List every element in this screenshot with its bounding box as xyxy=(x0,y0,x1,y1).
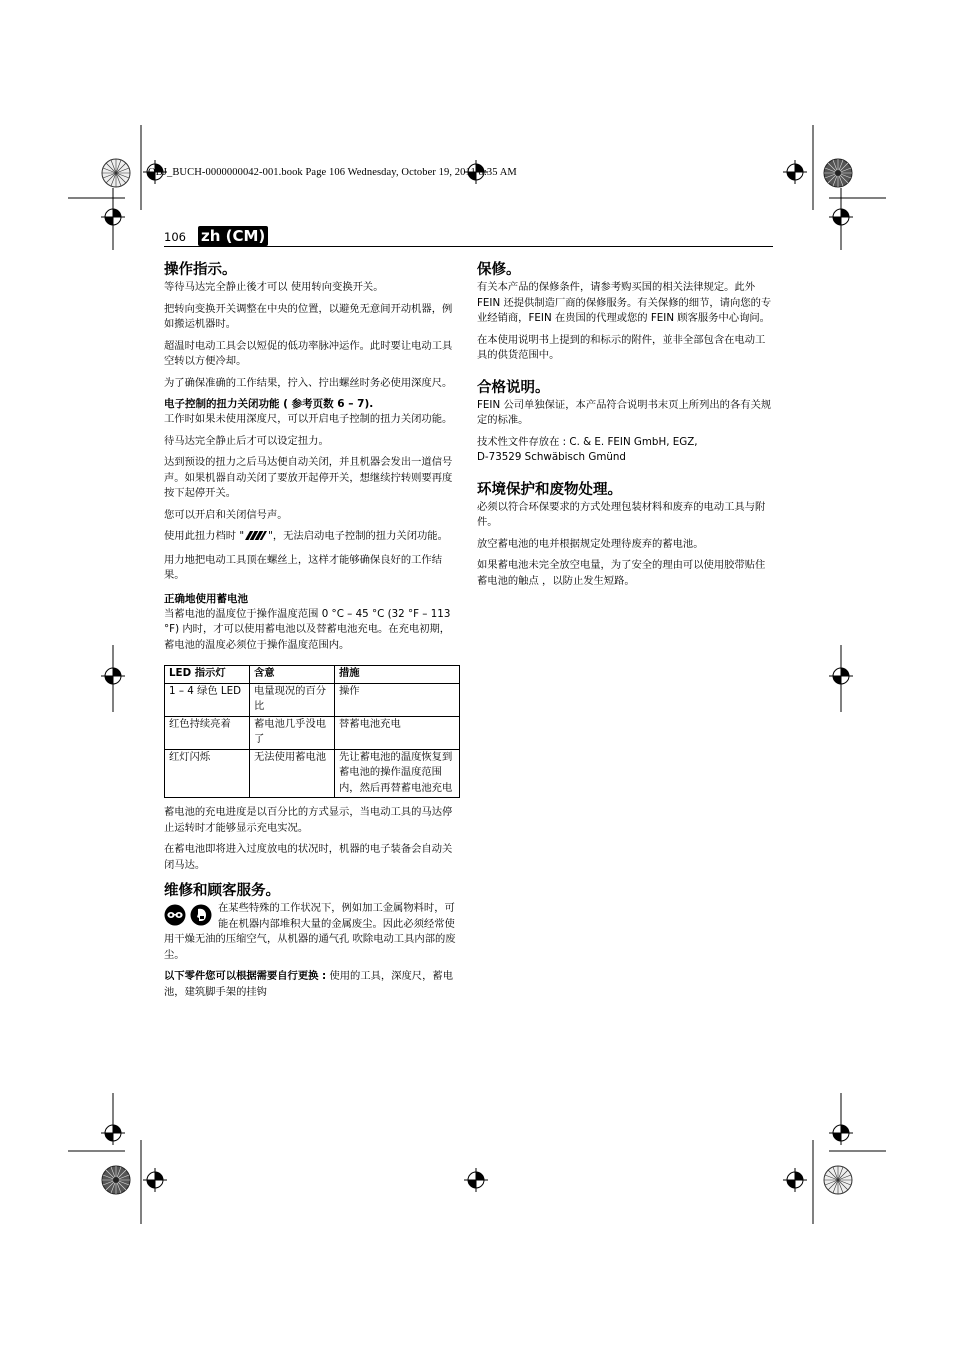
environment-p3: 如果蓄电池未完全放空电量，为了安全的理由可以使用胶带贴住蓄电池的触点 ，以防止发生短路。 xyxy=(477,559,766,587)
operating-p4: 为了确保准确的工作结果，拧入、拧出螺丝时务必使用深度尺。 xyxy=(164,376,453,389)
table-cell: 1 – 4 绿色 LED xyxy=(165,683,250,716)
table-row xyxy=(165,716,460,749)
operating-title: 操作指示。 xyxy=(164,262,237,278)
registration-mark-icon xyxy=(101,664,125,688)
registration-mark-icon xyxy=(143,1168,167,1192)
torque-p4: 您可以开启和关闭信号声。 xyxy=(164,508,288,521)
table-cell: 先让蓄电池的温度恢复到蓄电池的操作温度范围内，然后再替蓄电池充电 xyxy=(335,749,460,798)
torque-p5-after: "，无法启动电子控制的扭力关闭功能。 xyxy=(268,530,448,542)
torque-title: 电子控制的扭力关闭功能 ( 参考页数 6 – 7). xyxy=(164,398,374,410)
header-rule xyxy=(164,246,773,247)
maintenance-p2-bold: 以下零件您可以根据需要自行更换 : xyxy=(164,970,327,982)
battery-p1: 当蓄电池的温度位于操作温度范围 0 °C – 45 °C (32 °F – 113 °F) 内时，才可以使用蓄电池以及替蓄电池充电。在充电初期，蓄电池的温度必须位于操作温度范围内。 xyxy=(164,607,451,651)
safety-goggles-icon xyxy=(164,904,186,926)
operating-p3: 超温时电动工具会以短促的低功率脉冲运作。此时要让电动工具空转以方便冷却。 xyxy=(164,339,453,367)
operating-p1: 等待马达完全静止後才可以 使用转向变换开关。 xyxy=(164,281,384,293)
registration-mark-icon xyxy=(829,205,853,229)
maintenance-title: 维修和顾客服务。 xyxy=(164,883,280,899)
conformity-p1: FEIN 公司单独保证，本产品符合说明书末页上所列出的各有关规定的标准。 xyxy=(477,398,772,426)
conformity-p2-line1: 技术性文件存放在 : C. & E. FEIN GmbH, EGZ, xyxy=(477,435,698,448)
registration-mark-icon xyxy=(464,1168,488,1192)
left-column xyxy=(164,260,460,1006)
table-cell: 无法使用蓄电池 xyxy=(250,749,335,798)
torque-p6: 用力地把电动工具顶在螺丝上，这样才能够确保良好的工作结果。 xyxy=(164,553,443,581)
color-target-icon xyxy=(102,1166,130,1194)
led-table xyxy=(164,665,460,798)
led-table-header-row xyxy=(165,666,460,684)
maintenance-p1 xyxy=(164,901,460,963)
registration-mark-icon xyxy=(101,205,125,229)
file-header: OBJ_BUCH-0000000042-001.book Page 106 Wednesday, October 19, 2011 8:35 AM xyxy=(148,167,517,178)
table-row xyxy=(165,683,460,716)
conformity-title: 合格说明。 xyxy=(477,379,550,396)
warranty-p1: 有关本产品的保修条件，请参考购买国的相关法律规定。此外 FEIN 还提供制造厂商的保修服务。有关保修的细节，请向您的专业经销商，FEIN 在贵国的代理或您的 FEIN 顾客服务中心询问。 xyxy=(477,281,772,324)
maintenance-p1-text: 在某些特殊的工作状况下，例如加工金属物料时，可能在机器内部堆积大量的金属废尘。因此必须经常使用干燥无油的压缩空气，从机器的通气孔 吹除电动工具内部的废尘。 xyxy=(164,902,456,961)
color-target-icon xyxy=(102,159,130,187)
table-cell: 操作 xyxy=(335,683,460,716)
torque-p2: 待马达完全静止后才可以设定扭力。 xyxy=(164,434,329,447)
led-table-header: 措施 xyxy=(335,666,460,684)
warranty-title: 保修。 xyxy=(477,262,521,278)
table-cell: 蓄电池几乎没电了 xyxy=(250,716,335,749)
operating-p2: 把转向变换开关调整在中央的位置，以避免无意间开动机器，例如搬运机器时。 xyxy=(164,302,453,330)
warranty-p2: 在本使用说明书上提到的和标示的附件，並非全部包含在电动工具的供货范围中。 xyxy=(477,333,766,361)
environment-title: 环境保护和废物处理。 xyxy=(477,481,622,498)
led-table-header: 含意 xyxy=(250,666,335,684)
color-target-icon xyxy=(824,1166,852,1194)
dust-mask-icon xyxy=(190,904,212,926)
battery-p3: 在蓄电池即将进入过度放电的状况时，机器的电子装备会自动关闭马达。 xyxy=(164,843,453,871)
table-cell: 红色持续亮着 xyxy=(165,716,250,749)
battery-p2: 蓄电池的充电进度是以百分比的方式显示，当电动工具的马达停止运转时才能够显示充电实况。 xyxy=(164,806,453,834)
environment-p2: 放空蓄电池的电并根据规定处理待废弃的蓄电池。 xyxy=(477,537,704,550)
maintenance-p2-rest: 使用的工具，深度尺，蓄电池，建筑脚手架的挂钩 xyxy=(164,970,453,998)
torque-p5-before: 使用此扭力档时 " xyxy=(164,530,245,542)
battery-title: 正确地使用蓄电池 xyxy=(164,592,248,605)
table-cell: 红灯闪烁 xyxy=(165,749,250,798)
drill-symbol-icon xyxy=(244,530,268,547)
led-table-header: LED 指示灯 xyxy=(165,666,250,684)
environment-p1: 必须以符合环保要求的方式处理包装材料和废弃的电动工具与附件。 xyxy=(477,500,766,528)
registration-mark-icon xyxy=(783,160,807,184)
torque-p1: 工作时如果未使用深度尺，可以开启电子控制的扭力关闭功能。 xyxy=(164,413,453,425)
conformity-p2 xyxy=(477,435,773,466)
torque-p5 xyxy=(164,529,460,547)
maintenance-icons xyxy=(164,904,212,926)
registration-mark-icon xyxy=(829,1121,853,1145)
torque-p3: 达到预设的扭力之后马达便自动关闭，并且机器会发出一道信号声。如果机器自动关闭了要放开起停开关，想继续拧转则要再度按下起停开关。 xyxy=(164,456,453,499)
table-cell: 电量现况的百分比 xyxy=(250,683,335,716)
color-target-icon xyxy=(824,159,852,187)
page-number: 106 xyxy=(164,230,186,244)
registration-mark-icon xyxy=(101,1121,125,1145)
conformity-p2-line2: D-73529 Schwäbisch Gmünd xyxy=(477,451,626,463)
right-column xyxy=(477,260,773,595)
registration-mark-icon xyxy=(829,664,853,688)
table-cell: 替蓄电池充电 xyxy=(335,716,460,749)
language-badge: zh (CM) xyxy=(198,226,268,246)
table-row xyxy=(165,749,460,798)
maintenance-p2 xyxy=(164,969,460,1000)
registration-mark-icon xyxy=(783,1168,807,1192)
